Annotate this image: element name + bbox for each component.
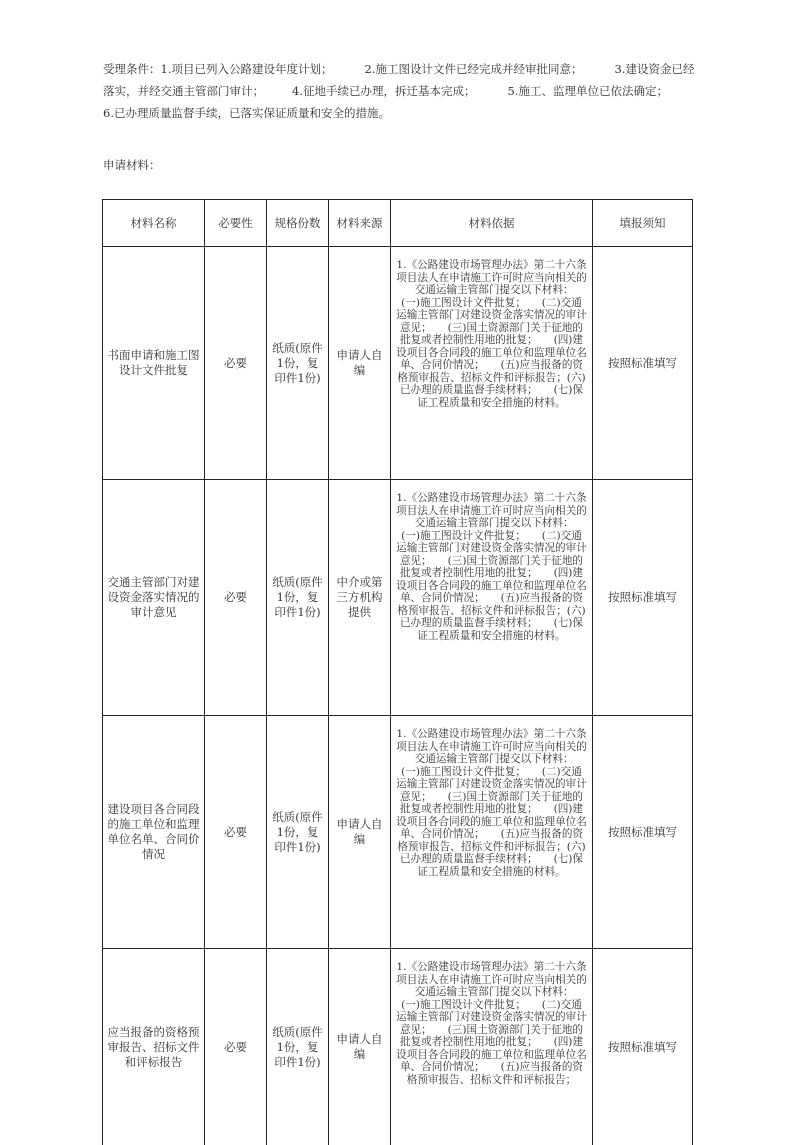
material-basis: 1.《公路建设市场管理办法》第二十六条项目法人在申请施工许可时应当向相关的交通运输主管部门提交以下材料： (一)施工图设计文件批复； (二)交通运输主管部门对建设资金落实情况的审计意见； (三)国土资源部门关于征地的批复或者控制性用地的批复； (四)建设项目各合同段的施工单位和监理单位名单、合同价情况； (五)应当报备的资格预审报告、招标文件和评标报告；(六)已办理的质量监督手续材料； (七)保证工程质量和安全措施的材料。 (391, 480, 593, 716)
table-row (103, 949, 693, 1145)
material-source: 申请人自编 (329, 949, 391, 1145)
material-basis: 1.《公路建设市场管理办法》第二十六条项目法人在申请施工许可时应当向相关的交通运输主管部门提交以下材料： (一)施工图设计文件批复； (二)交通运输主管部门对建设资金落实情况的审计意见； (三)国土资源部门关于征地的批复或者控制性用地的批复； (四)建设项目各合同段的施工单位和监理单位名单、合同价情况； (五)应当报备的资格预审报告、招标文件和评标报告；(六)已办理的质量监督手续材料； (七)保证工程质量和安全措施的材料。 (391, 716, 593, 949)
table-row (103, 716, 693, 949)
table-row (103, 480, 693, 716)
filling-notice: 按照标准填写 (593, 949, 693, 1145)
material-basis: 1.《公路建设市场管理办法》第二十六条项目法人在申请施工许可时应当向相关的交通运输主管部门提交以下材料： (一)施工图设计文件批复； (二)交通运输主管部门对建设资金落实情况的审计意见； (三)国土资源部门关于征地的批复或者控制性用地的批复； (四)建设项目各合同段的施工单位和监理单位名单、合同价情况； (五)应当报备的资格预审报告、招标文件和评标报告； (391, 949, 593, 1145)
condition-item: 3.建设资金已经落实，并经交通主管部门审计； (103, 62, 694, 98)
header-cell: 材料名称 (103, 200, 205, 247)
table-header-row (103, 200, 693, 247)
table-row (103, 247, 693, 480)
spec-count: 纸质(原件1份，复印件1份) (267, 716, 329, 949)
material-source: 申请人自编 (329, 716, 391, 949)
header-cell: 规格份数 (267, 200, 329, 247)
header-cell: 材料依据 (391, 200, 593, 247)
spec-count: 纸质(原件1份，复印件1份) (267, 480, 329, 716)
spec-count: 纸质(原件1份，复印件1份) (267, 247, 329, 480)
materials-heading: 申请材料： (103, 154, 161, 176)
spec-count: 纸质(原件1份，复印件1份) (267, 949, 329, 1145)
filling-notice: 按照标准填写 (593, 247, 693, 480)
material-source: 中介或第三方机构提供 (329, 480, 391, 716)
material-source: 申请人自编 (329, 247, 391, 480)
header-cell: 材料来源 (329, 200, 391, 247)
necessity: 必要 (205, 247, 267, 480)
materials-table (102, 199, 693, 1145)
material-basis: 1.《公路建设市场管理办法》第二十六条项目法人在申请施工许可时应当向相关的交通运输主管部门提交以下材料： (一)施工图设计文件批复； (二)交通运输主管部门对建设资金落实情况的审计意见； (三)国土资源部门关于征地的批复或者控制性用地的批复； (四)建设项目各合同段的施工单位和监理单位名单、合同价情况； (五)应当报备的资格预审报告、招标文件和评标报告；(六)已办理的质量监督手续材料； (七)保证工程质量和安全措施的材料。 (391, 247, 593, 480)
condition-item: 5.施工、监理单位已依法确定； (507, 84, 667, 98)
necessity: 必要 (205, 716, 267, 949)
material-name: 交通主管部门对建设资金落实情况的审计意见 (103, 480, 205, 716)
header-cell: 必要性 (205, 200, 267, 247)
condition-item: 4.征地手续已办理，拆迁基本完成； (292, 84, 475, 98)
material-name: 应当报备的资格预审报告、招标文件和评标报告 (103, 949, 205, 1145)
material-name: 书面申请和施工图设计文件批复 (103, 247, 205, 480)
material-name: 建设项目各合同段的施工单位和监理单位名单、合同价情况 (103, 716, 205, 949)
necessity: 必要 (205, 949, 267, 1145)
header-cell: 填报须知 (593, 200, 693, 247)
conditions-label: 受理条件： (103, 62, 161, 76)
acceptance-conditions (103, 58, 703, 124)
filling-notice: 按照标准填写 (593, 716, 693, 949)
filling-notice: 按照标准填写 (593, 480, 693, 716)
condition-item: 1.项目已列入公路建设年度计划； (161, 62, 333, 76)
necessity: 必要 (205, 480, 267, 716)
condition-item: 2.施工图设计文件已经完成并经审批同意； (364, 62, 582, 76)
condition-item: 6.已办理质量监督手续，已落实保证质量和安全的措施。 (103, 106, 390, 120)
